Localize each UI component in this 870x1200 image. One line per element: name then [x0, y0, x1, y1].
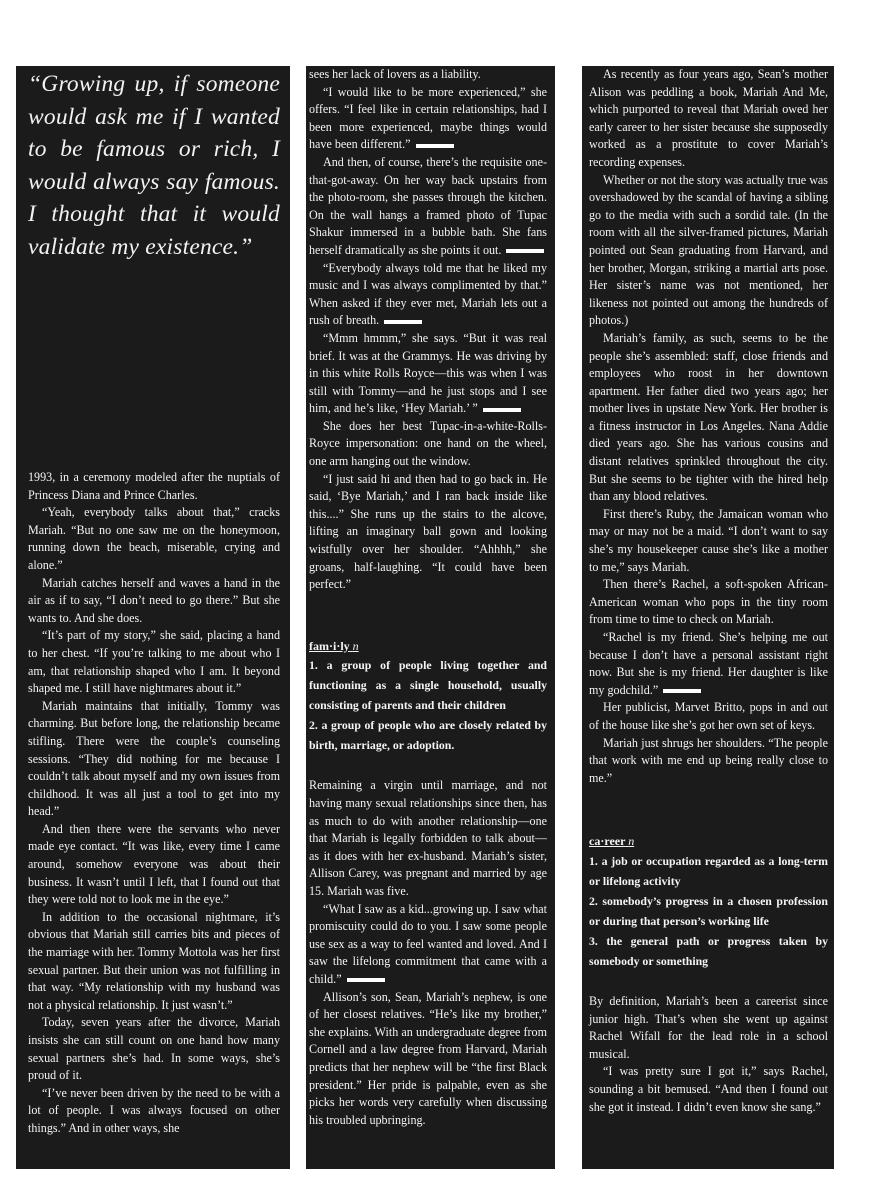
body-paragraph: And then there were the servants who never made eye contact. “It was like, every time I came around, somehow everyone was about their business. It wasn’t until I left, that I found out that they were told not to look me in the eye.” — [28, 821, 280, 907]
body-paragraph: “I just said hi and then had to go back in. He said, ‘Bye Mariah,’ and I ran back inside like this....” She runs up the stairs to the alcove, lifting an imaginary ball gown and looking wistfully over her shoulder. “Ahhhh,” she groans, half-laughing. “It could have been perfect.” — [309, 471, 547, 592]
body-paragraph: 1993, in a ceremony modeled after the nuptials of Princess Diana and Prince Charles. — [28, 470, 280, 502]
body-paragraph: Remaining a virgin until marriage, and not having many sexual relationships since then, has as much to do with another relationship—one that Mariah is legally forbidden to talk about—as it does with her ex-husband. Mariah’s sister, Allison Carey, was pregnant and married by age 15. Mariah was five. — [309, 778, 547, 898]
section-rule — [483, 408, 521, 412]
spacer — [309, 594, 547, 638]
section-rule — [416, 144, 454, 148]
spacer — [589, 787, 828, 833]
body-paragraph: Her publicist, Marvet Britto, pops in and out of the house like she’s got her own set of keys. — [589, 700, 828, 732]
section-rule — [506, 249, 544, 253]
body-paragraph: “It’s part of my story,” she said, placing a hand to her chest. “If you’re talking to me about who I am, that relationship shaped who I am. It beyond shaped me. I still have nightmares about it.” — [28, 628, 280, 696]
body-paragraph: “Everybody always told me that he liked my music and I was always complimented by that.” When asked if they ever met, Mariah lets out a rush of breath. — [309, 260, 547, 328]
spacer — [28, 263, 280, 469]
body-paragraph: Then there’s Rachel, a soft-spoken African-American woman who pops in the tiny room from time to time to check on Mariah. — [589, 577, 828, 627]
definition-item: 1. a job or occupation regarded as a long-term or lifelong activity — [589, 853, 828, 888]
definition-heading: ca·reer n — [589, 834, 635, 849]
body-paragraph: Mariah maintains that initially, Tommy was charming. But before long, the relationship became stifling. There were the couple’s counseling sessions. “They did nothing for me because I couldn’t talk about myself and my own issues from childhood. It was all just a tool to get into my head.” — [28, 698, 280, 819]
body-paragraph: Whether or not the story was actually true was overshadowed by the scandal of having a sibling go to the media with such a sordid tale. (In the room with all the silver-framed pictures, Mariah pointed out Sean graduating from Harvard, and her brother, Morgan, striking a martial arts pose. Her sister’s name was not mentioned, her likeness not pointed out among the hundreds of photos.) — [589, 172, 829, 328]
section-rule — [384, 320, 422, 324]
definition-item: 1. a group of people living together and functioning as a single household, usually consisting of parents and their children — [309, 658, 547, 713]
definition-item: 3. the general path or progress taken by somebody or something — [589, 933, 828, 968]
body-paragraph: Today, seven years after the divorce, Mariah insists she can still count on one hand how many sexual partners she’s had. In some ways, she’s proud of it. — [28, 1015, 280, 1083]
definition-item: 2. somebody’s progress in a chosen profession or during that person’s working life — [589, 893, 828, 928]
body-paragraph: Mariah catches herself and waves a hand in the air as if to say, “I don’t need to go there.” But she wants to. And she does. — [28, 575, 280, 625]
body-paragraph: sees her lack of lovers as a liability. — [309, 67, 481, 81]
body-paragraph: And then, of course, there’s the requisite one-that-got-away. On her way back upstairs from the photo-room, she passes through the kitchen. On the wall hangs a framed photo of Tupac Shakur immersed in a bubble bath. She fans herself dramatically as she points it out. — [309, 154, 547, 257]
body-paragraph: By definition, Mariah’s been a careerist since junior high. That’s when she went up against Rachel Wifall for the lead role in a school musical. — [589, 993, 828, 1061]
section-rule — [663, 689, 701, 693]
column-1 — [16, 66, 290, 1169]
body-paragraph: “I was pretty sure I got it,” says Rachel, sounding a bit bemused. “And then I found out she got it instead. I didn’t even know she sang.” — [589, 1064, 828, 1114]
pull-quote: “Growing up, if someone would ask me if I wanted to be famous or rich, I would always say famous. I thought that it would validate my existence.” — [28, 71, 280, 260]
section-rule — [347, 978, 385, 982]
body-paragraph: “Yeah, everybody talks about that,” cracks Mariah. “But no one saw me on the honeymoon, running down the beach, miserable, crying and alone.” — [28, 505, 280, 572]
body-paragraph: First there’s Ruby, the Jamaican woman who may or may not be a maid. “I don’t want to say she’s my housekeeper cause she’s like a mother to me,” says Mariah. — [589, 506, 828, 574]
body-paragraph: “Rachel is my friend. She’s helping me out because I don’t have a personal assistant right now. But she is my friend. Her daughter is like my godchild.” — [589, 630, 828, 697]
definition-item: 2. a group of people who are closely related by birth, marriage, or adoption. — [309, 718, 547, 753]
body-paragraph: “I’ve never been driven by the need to be with a lot of people. I was always focused on other things.” And in other ways, she — [28, 1085, 280, 1135]
body-paragraph: She does her best Tupac-in-a-white-Rolls-Royce impersonation: one hand on the wheel, one arm hanging out the window. — [309, 418, 547, 469]
body-paragraph: Mariah’s family, as such, seems to be the people she’s assembled: staff, close friends and employees who roost in her downtown apartment. Her father died two years ago; her mother lives in upstate New York. Her brother is a fitness instructor in Los Angeles. Nana Addie died years ago. She has various cousins and distant relatives sprinkled throughout the city. But she seems to be tighter with the hired help than any blood relatives. — [589, 330, 828, 504]
body-paragraph: Allison’s son, Sean, Mariah’s nephew, is one of her closest relatives. “He’s like my brother,” she explains. With an undergraduate degree from Cornell and a law degree from Harvard, Mariah predicts that her nephew will be “the first Black president.” Her pride is palpable, even as she picks her words very carefully when discussing his troubled upbringing. — [309, 989, 547, 1127]
body-paragraph: As recently as four years ago, Sean’s mother Alison was peddling a book, Mariah And Me, which purported to reveal that Mariah owed her early career to her sister because she supposedly worked as a prostitute to cover Mariah’s recording expenses. — [589, 67, 828, 169]
spacer — [589, 971, 828, 993]
spacer — [309, 755, 547, 777]
body-paragraph: In addition to the occasional nightmare, it’s obvious that Mariah still carries bits and pieces of the marriage with her. Tommy Mottola was her first sexual partner. But their union was not fulfilling in that way. “My relationship with my husband was not a physical relationship. It just wasn’t.” — [28, 909, 280, 1012]
definition-heading: fam·i·ly n — [309, 638, 359, 653]
body-paragraph: “What I saw as a kid...growing up. I saw what promiscuity could do to you. I saw some people use sex as a way to feel wanted and loved. And I saw the lifelong commitment that came with a child.” — [309, 901, 547, 986]
body-paragraph: “Mmm hmmm,” she says. “But it was real brief. It was at the Grammys. He was driving by in this white Rolls Royce—this was when I was still with Tommy—and he just stops and I see him, and he’s like, ‘Hey Mariah.’ ” — [309, 330, 547, 416]
column-3 — [582, 66, 834, 1169]
body-paragraph: “I would like to be more experienced,” she offers. “I feel like in certain relationships, had I been more experienced, maybe things would have been different.” — [309, 84, 547, 152]
column-2 — [306, 66, 555, 1169]
body-paragraph: Mariah just shrugs her shoulders. “The people that work with me end up being really close to me.” — [589, 735, 828, 785]
